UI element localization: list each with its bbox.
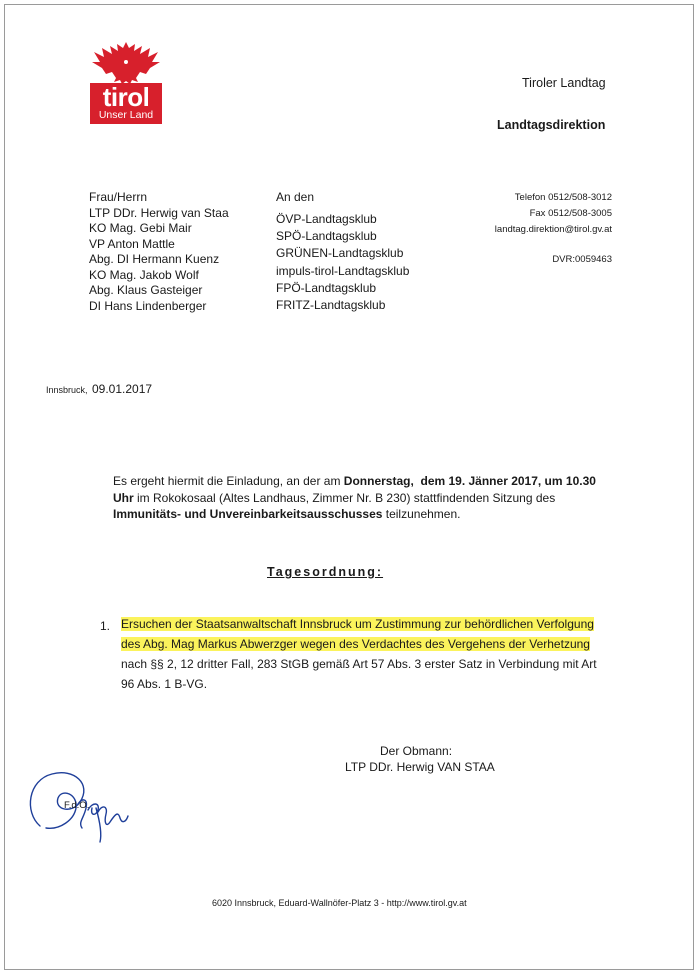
- signature-role: Der Obmann:: [380, 744, 453, 758]
- recipients-right: [276, 211, 409, 314]
- agenda-text: nach §§ 2, 12 dritter Fall, 283 StGB gemäß Art 57 Abs. 3 erster Satz in Verbindung mit Art 96 Abs. 1 B-VG.: [121, 657, 597, 691]
- recipient-line: VP Anton Mattle: [89, 236, 175, 251]
- agenda-heading: Tagesordnung:: [267, 565, 384, 579]
- place: Innsbruck,: [46, 385, 88, 395]
- org-name: Tiroler Landtag: [522, 76, 606, 90]
- agenda-item-number: 1.: [100, 619, 111, 633]
- recipients-right-header: An den: [276, 190, 315, 204]
- contact-block: [430, 190, 612, 238]
- date: 09.01.2017: [91, 382, 153, 396]
- place-date: [46, 380, 152, 398]
- recipient-line: Frau/Herrn: [89, 190, 148, 204]
- recipient-line: Abg. Klaus Gasteiger: [89, 283, 203, 297]
- footer-address: 6020 Innsbruck, Eduard-Wallnöfer-Platz 3 - http://www.tirol.gv.at: [212, 898, 467, 908]
- logo-subline: Unser Land: [98, 109, 154, 121]
- club-line: impuls-tirol-Landtagsklub: [276, 263, 410, 278]
- club-line: GRÜNEN-Landtagsklub: [276, 246, 404, 261]
- recipient-line: DI Hans Lindenberger: [89, 298, 207, 313]
- club-line: ÖVP-Landtagsklub: [276, 212, 377, 226]
- inv-text: im Rokokosaal (Altes Landhaus, Zimmer Nr. B 230) stattfindenden Sitzung des: [133, 490, 556, 505]
- signature-name: LTP DDr. Herwig VAN STAA: [345, 760, 495, 774]
- inv-day: Donnerstag,: [343, 474, 414, 488]
- fdo-mark: F.d.O.: [64, 800, 90, 811]
- org-department: Landtagsdirektion: [497, 118, 606, 132]
- email-link[interactable]: landtag.direktion@tirol.gv.at: [494, 224, 612, 235]
- logo-word: tirol: [102, 82, 150, 112]
- club-line: FPÖ-Landtagsklub: [276, 280, 377, 295]
- recipient-line: Abg. DI Hermann Kuenz: [89, 252, 220, 266]
- inv-text: teilzunehmen.: [382, 507, 461, 521]
- inv-datetime: dem 19. Jänner 2017, um 10.30 Uhr: [113, 474, 596, 505]
- inv-text: Es ergeht hiermit die Einladung, an der am: [113, 474, 344, 488]
- phone: Telefon 0512/508-3012: [514, 192, 612, 203]
- recipients-left: [89, 190, 229, 314]
- club-line: FRITZ-Landtagsklub: [276, 298, 386, 313]
- club-line: SPÖ-Landtagsklub: [276, 229, 377, 244]
- highlighted-text: Ersuchen der Staatsanwaltschaft Innsbruck um Zustimmung zur behördlichen Verfolgung des Abg. Mag Markus Abwerzger wegen des Verdachtes des Vergehens der Verhetzung: [121, 617, 594, 651]
- inv-committee: Immunitäts- und Unvereinbarkeitsausschusses: [113, 507, 383, 521]
- recipient-line: KO Mag. Jakob Wolf: [89, 267, 199, 282]
- agenda-item: [121, 614, 611, 694]
- recipient-line: KO Mag. Gebi Mair: [89, 221, 192, 235]
- dvr: DVR:0059463: [552, 254, 612, 265]
- invitation-paragraph: [113, 473, 605, 523]
- recipient-line: LTP DDr. Herwig van Staa: [89, 205, 229, 220]
- fax: Fax 0512/508-3005: [529, 208, 612, 219]
